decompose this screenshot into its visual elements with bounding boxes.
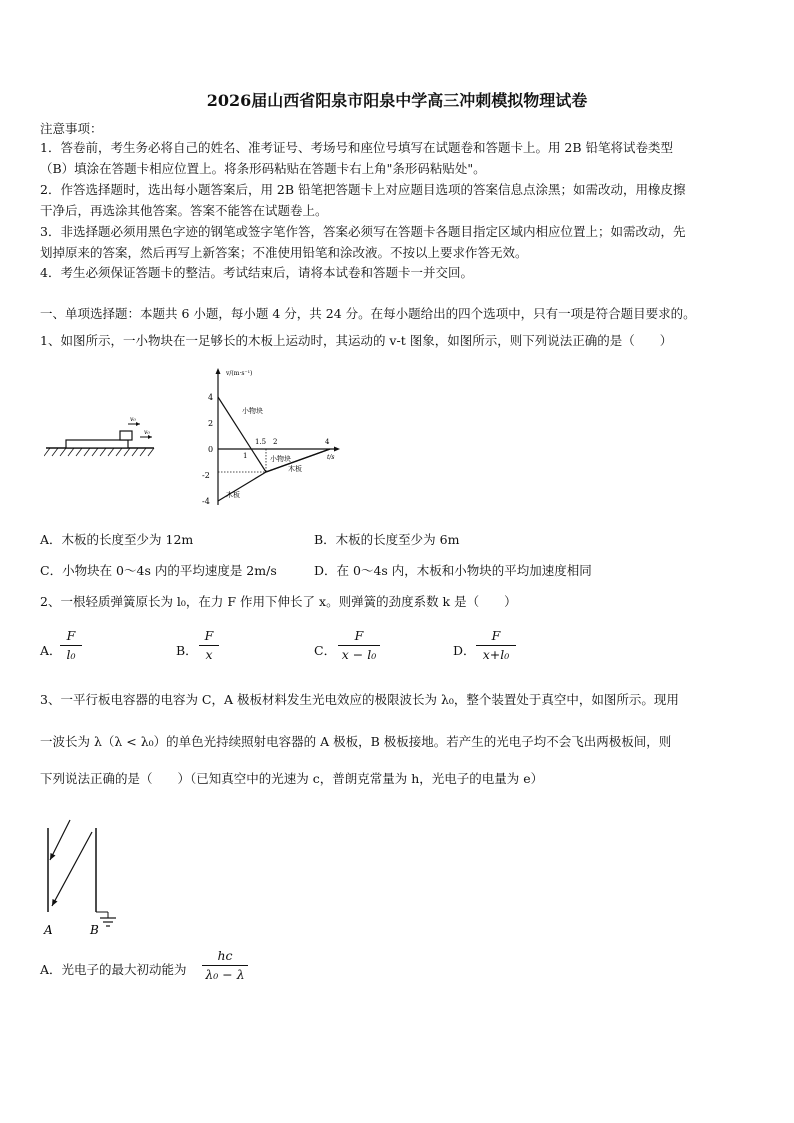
- denominator: x: [205, 647, 213, 662]
- notice-line: 2．作答选择题时，选出每小题答案后，用 2B 铅笔把答题卡上对应题目选项的答案信息点涂黑；如需改动，用橡皮擦: [40, 182, 686, 197]
- capacitor-figure: [36, 818, 136, 940]
- curve-label: 小物块: [270, 455, 291, 463]
- notice-line: 3．非选择题必须用黑色字迹的钢笔或签字笔作答，答案必须写在答题卡各题目指定区域内相应位置上；如需改动，先: [40, 224, 686, 239]
- q1-option-b: B．木板的长度至少为 6m: [314, 532, 460, 547]
- q2-option-a-label: A．: [40, 643, 62, 658]
- notice-line: 干净后，再选涂其他答案。答案不能答在试题卷上。: [40, 203, 328, 218]
- question-3-line: 下列说法正确的是（ ）（已知真空中的光速为 c，普朗克常量为 h，光电子的电量为 e）: [40, 771, 544, 786]
- y-tick-label: 2: [208, 419, 214, 428]
- light-ray: [50, 820, 70, 860]
- q3-option-a: A．光电子的最大初动能为: [40, 962, 187, 977]
- numerator: hc: [217, 948, 233, 963]
- block-on-board-figure: [44, 410, 164, 460]
- q2-option-c-fraction: [338, 628, 380, 663]
- y-tick-label: 4: [208, 393, 214, 402]
- notice-line: 划掉原来的答案，然后再写上新答案；不准使用铅笔和涂改液。不按以上要求作答无效。: [40, 245, 528, 260]
- y-axis-label: v/(m·s⁻¹): [226, 370, 253, 377]
- denominator: x − l₀: [341, 647, 377, 662]
- denominator: x+l₀: [482, 647, 510, 662]
- question-1-stem: 1、如图所示，一小物块在一足够长的木板上运动时，其运动的 v-t 图象，如图所示，则下列说法正确的是（ ）: [40, 333, 673, 348]
- q3-option-a-fraction: [202, 948, 248, 983]
- q1-option-c: C．小物块在 0～4s 内的平均速度是 2m/s: [40, 563, 277, 578]
- q2-option-d-label: D．: [453, 643, 476, 658]
- q2-option-b-label: B．: [176, 643, 198, 658]
- plate-b-label: B: [90, 923, 99, 937]
- question-3-line: 一波长为 λ（λ < λ₀）的单色光持续照射电容器的 A 极板，B 极板接地。若产生的光电子均不会飞出两极板间，则: [40, 734, 672, 749]
- notice-line: 4．考生必须保证答题卡的整洁。考试结束后，请将本试卷和答题卡一并交回。: [40, 265, 473, 280]
- q2-option-a-fraction: [60, 628, 82, 663]
- curve-label: 木板: [226, 491, 240, 499]
- block: [120, 431, 132, 440]
- numerator: F: [354, 628, 364, 643]
- y-tick-label: -4: [202, 497, 210, 506]
- question-3-line: 3、一平行板电容器的电容为 C，A 极板材料发生光电效应的极限波长为 λ₀，整个装置处于真空中，如图所示。现用: [40, 692, 679, 707]
- page-title: 2026届山西省阳泉市阳泉中学高三冲刺模拟物理试卷: [206, 91, 588, 110]
- q1-option-d: D．在 0～4s 内，木板和小物块的平均加速度相同: [314, 563, 592, 578]
- section-heading: 一、单项选择题：本题共 6 小题，每小题 4 分，共 24 分。在每小题给出的四个选项中，只有一项是符合题目要求的。: [40, 306, 696, 321]
- curve-label: 小物块: [242, 407, 263, 415]
- curve-label: 木板: [288, 465, 302, 473]
- q2-option-b-fraction: [199, 628, 219, 663]
- x-axis-label: t/s: [327, 454, 335, 461]
- numerator: F: [66, 628, 76, 643]
- x-tick-label: 1: [243, 452, 248, 460]
- y-tick-label: -2: [202, 471, 210, 480]
- v0-label: v₀: [144, 429, 150, 436]
- q1-option-a: A．木板的长度至少为 12m: [40, 532, 194, 547]
- numerator: F: [204, 628, 214, 643]
- denominator: λ₀ − λ: [205, 967, 245, 982]
- question-2-stem: 2、一根轻质弹簧原长为 l₀，在力 F 作用下伸长了 x。则弹簧的劲度系数 k 是（ ）: [40, 594, 517, 609]
- notice-line: 1．答卷前，考生务必将自己的姓名、准考证号、考场号和座位号填写在试题卷和答题卡上。用 2B 铅笔将试卷类型: [40, 140, 674, 155]
- x-tick-label: 4: [325, 438, 330, 446]
- numerator: F: [491, 628, 501, 643]
- board: [66, 440, 128, 448]
- notice-line: （B）填涂在答题卡相应位置上。将条形码粘贴在答题卡右上角"条形码粘贴处"。: [40, 161, 486, 176]
- v0-label: v₀: [130, 416, 136, 423]
- y-tick-label: 0: [208, 445, 214, 454]
- plate-a-label: A: [44, 923, 53, 937]
- notice-heading: 注意事项：: [40, 121, 103, 136]
- denominator: l₀: [66, 647, 76, 662]
- x-tick-label: 1.5: [255, 438, 267, 446]
- q2-option-c-label: C．: [314, 643, 337, 658]
- vt-graph: [196, 365, 346, 515]
- q2-option-d-fraction: [476, 628, 516, 663]
- x-tick-label: 2: [273, 438, 278, 446]
